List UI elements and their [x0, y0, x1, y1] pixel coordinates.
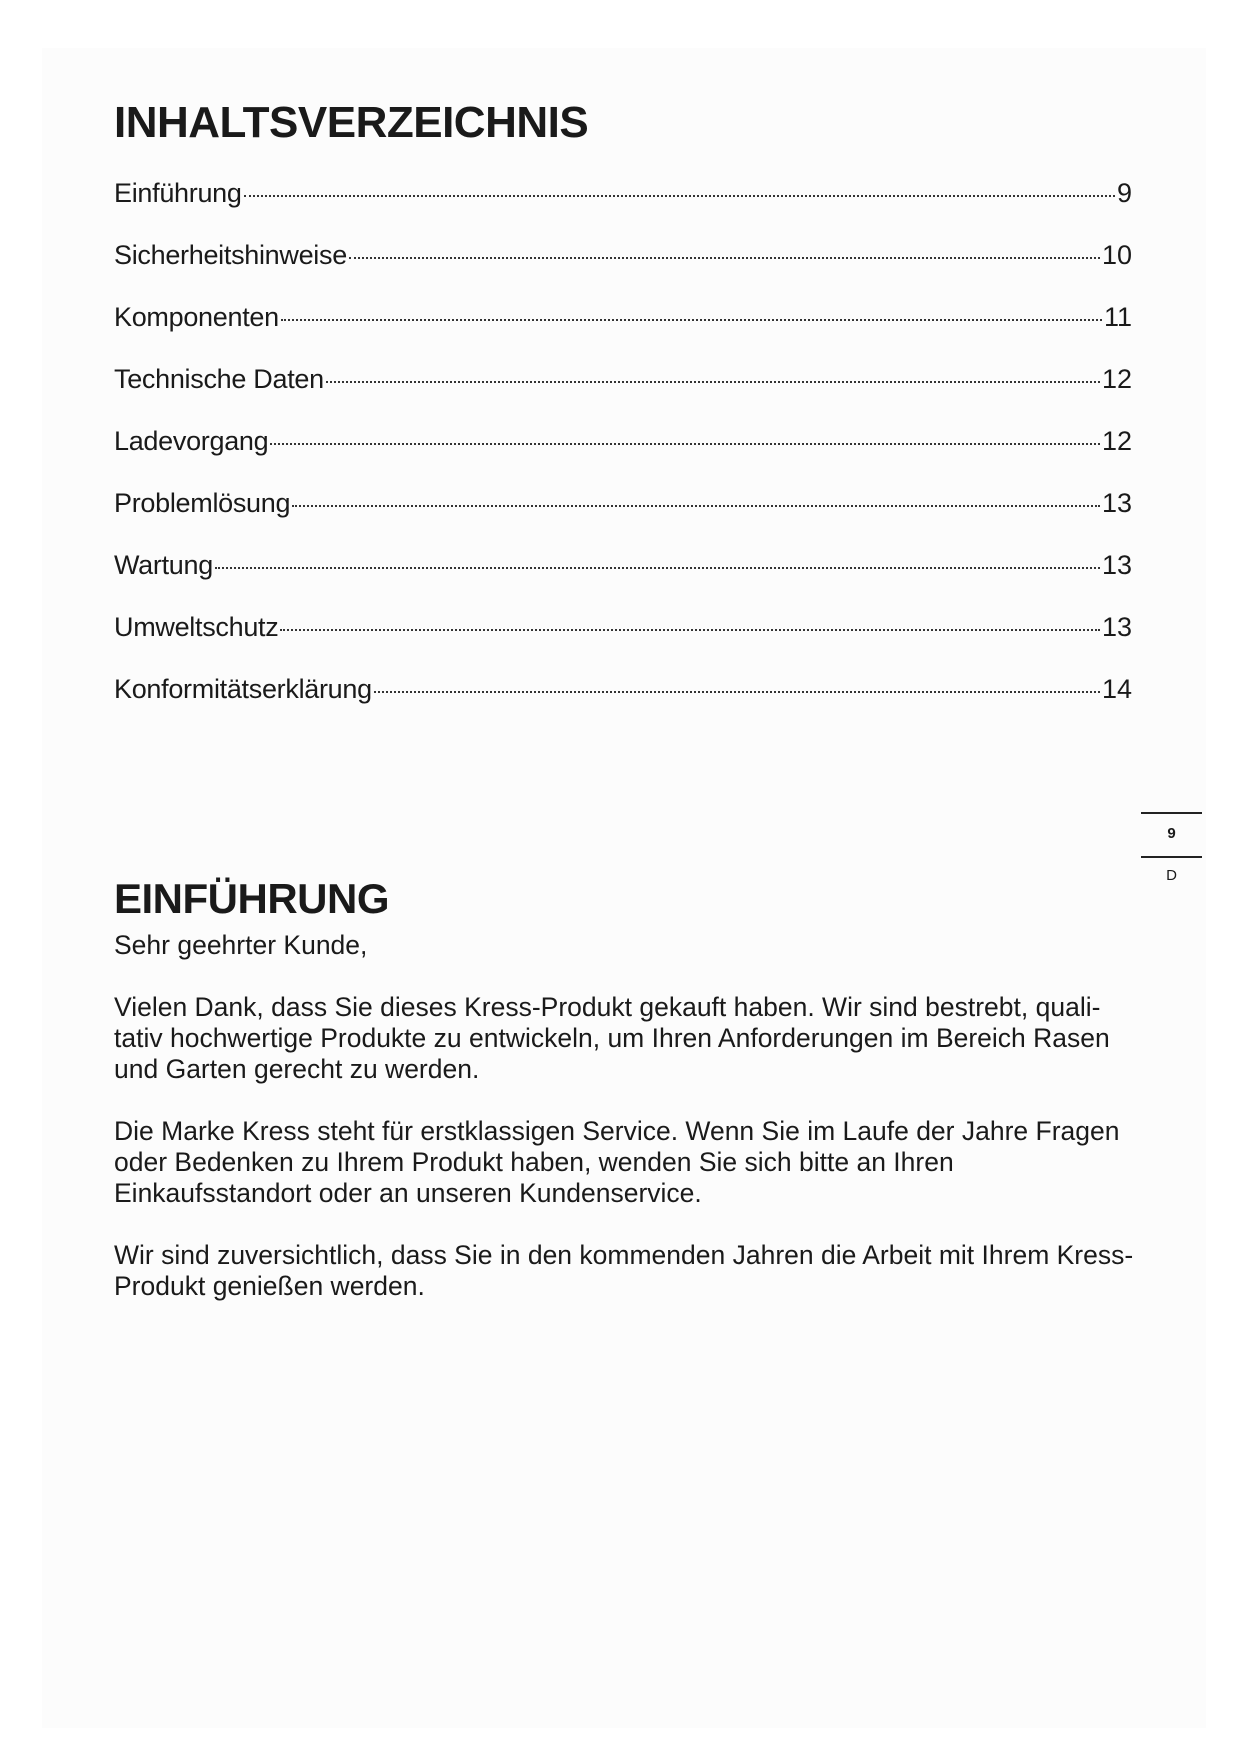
toc-entry-problemloesung[interactable]	[114, 488, 1132, 550]
toc-entry-label: Einführung	[114, 178, 242, 208]
toc-entry-page: 13	[1101, 488, 1132, 518]
toc-entry-label: Sicherheitshinweise	[114, 240, 347, 270]
page-side-tab	[1141, 812, 1202, 886]
toc-dot-leader	[349, 257, 1100, 259]
toc-entry-page: 14	[1101, 674, 1132, 704]
toc-entry-page: 13	[1101, 612, 1132, 642]
toc-entry-label: Problemlösung	[114, 488, 291, 518]
toc-dot-leader	[326, 381, 1100, 383]
side-page-number: 9	[1167, 825, 1176, 842]
toc-entry-page: 12	[1101, 426, 1132, 456]
toc-entry-label: Ladevorgang	[114, 426, 269, 456]
toc-entry-ladevorgang[interactable]	[114, 426, 1132, 488]
toc-entry-label: Technische Daten	[114, 364, 324, 394]
toc-entry-sicherheitshinweise[interactable]	[114, 240, 1132, 302]
toc-entry-label: Umweltschutz	[114, 612, 279, 642]
toc-entry-umweltschutz[interactable]	[114, 612, 1132, 674]
side-language-code: D	[1166, 867, 1177, 884]
toc-dot-leader	[374, 691, 1100, 693]
toc-entry-konformitaetserklaerung[interactable]	[114, 674, 1132, 736]
intro-paragraph: Die Marke Kress steht für erstklassigen Service. Wenn Sie im Laufe der Jahre Fragen oder Bedenken zu Ihrem Produkt haben, wenden Sie sich bitte an Ihren Einkaufsstandort oder an unseren Kundenservice.	[114, 1116, 1120, 1208]
toc-entry-page: 11	[1103, 302, 1132, 332]
toc-title: INHALTSVERZEICHNIS	[114, 98, 589, 147]
toc-dot-leader	[270, 443, 1100, 445]
toc-entry-label: Wartung	[114, 550, 213, 580]
toc-dot-leader	[244, 195, 1115, 197]
toc-dot-leader	[292, 505, 1100, 507]
toc-entry-technische-daten[interactable]	[114, 364, 1132, 426]
toc-entry-komponenten[interactable]	[114, 302, 1132, 364]
intro-paragraph: Wir sind zuversichtlich, dass Sie in den kommenden Jahren die Arbeit mit Ihrem Kress-Produkt genießen werden.	[114, 1240, 1134, 1301]
toc-dot-leader	[215, 567, 1100, 569]
toc-entry-label: Komponenten	[114, 302, 279, 332]
toc-entry-einfuehrung[interactable]	[114, 178, 1132, 240]
toc-dot-leader	[280, 629, 1100, 631]
toc-entry-wartung[interactable]	[114, 550, 1132, 612]
table-of-contents	[114, 178, 1132, 736]
toc-entry-page: 9	[1116, 178, 1132, 208]
toc-dot-leader	[281, 319, 1102, 321]
intro-greeting: Sehr geehrter Kunde,	[114, 930, 368, 960]
toc-entry-label: Konformitätserklärung	[114, 674, 372, 704]
intro-body	[114, 930, 1144, 1333]
toc-entry-page: 12	[1101, 364, 1132, 394]
intro-title: EINFÜHRUNG	[114, 875, 389, 922]
toc-entry-page: 10	[1101, 240, 1132, 270]
intro-paragraph: Vielen Dank, dass Sie dieses Kress-Produkt gekauft haben. Wir sind bestrebt, quali-tativ hochwertige Produkte zu entwickeln, um Ihren Anforderungen im Bereich Rasen und Garten gerecht zu werden.	[114, 992, 1110, 1084]
toc-entry-page: 13	[1101, 550, 1132, 580]
